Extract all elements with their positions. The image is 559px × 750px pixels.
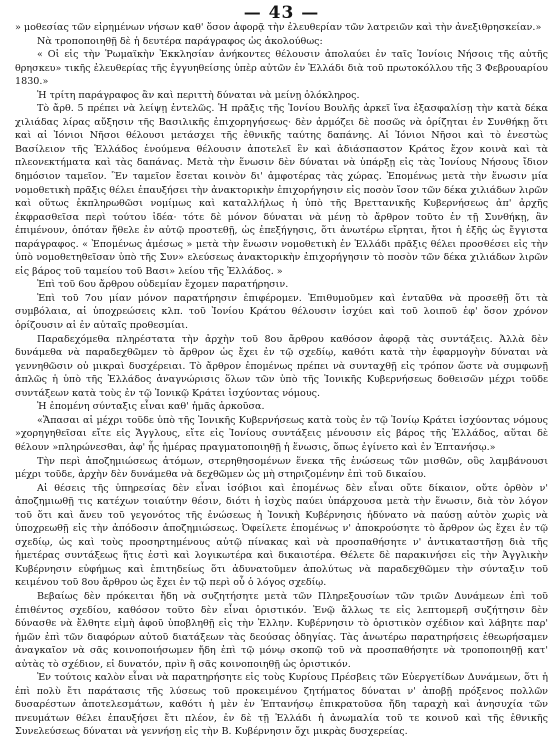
paragraph: «Ἅπασαι αἱ μέχρι τοῦδε ὑπὸ τῆς Ἰονικῆς Κυβερνήσεως κατὰ τοὺς ἐν τῷ Ἰονίῳ Κράτει ἰσχύοντας νόμους »χορηγηθεῖσαι εἴτε εἰς Ἄγγλους, εἴτε εἰς Ἰονίους συντάξεις μένουσιν εἰς βάρος τῆς Ἑλλάδος, αὕται δὲ θέλουν »πληρώνεσθαι, ἀφ' ἧς ἡμέρας πραγματοποιηθῇ ἡ ἕνωσις, ὅπως ἐγίνετο καὶ ἐν Ἑπτανήσῳ.» bbox=[15, 414, 548, 453]
paragraph: Ἡ ἑπομένη σύνταξις εἶναι καθ' ἡμᾶς ἀρκοῦσα. bbox=[37, 401, 265, 413]
page-number: — 43 — bbox=[243, 3, 320, 23]
paragraph: Ἡ τρίτη παράγραφος ἂν καὶ περιττὴ δύναται νὰ μείνῃ ὁλόκληρος. bbox=[37, 89, 360, 101]
paragraph: Παραδεχόμεθα πληρέστατα τὴν ἀρχὴν τοῦ 8ου ἄρθρου καθόσον ἀφορᾷ τὰς συντάξεις. Ἀλλὰ δὲν δυνάμεθα νὰ παραδεχθῶμεν τὸ ἄρθρον ὡς ἔχει ἐν τῷ σχεδίῳ, καθότι κατὰ τὴν ἐφαρμογὴν δύναται νὰ γεννηθῶσιν οὐ μικραὶ δυσχέρειαι. Τὸ ἄρθρον ἐπομένως πρέπει νὰ συνταχθῇ εἰς τρόπον ὥστε νὰ συμφωνῇ ἁπλῶς ἡ ὑπὸ τῆς Ἑλλάδος ἀναγνώρισις ὅλων τῶν ὑπὸ τῆς Ἰονικῆς Κυβερνήσεως δοθεισῶν μέχρι τοῦδε συντάξεων κατὰ τοὺς ἐν τῷ Ἰονικῷ Κράτει ἰσχύοντας νόμους. bbox=[15, 333, 548, 399]
paragraph: Ἐπὶ τοῦ 7ου μίαν μόνον παρατήρησιν ἐπιφέρομεν. Ἐπιθυμοῦμεν καὶ ἐνταῦθα νὰ προσεθῇ ὅτι τὰ συμβόλαια, αἱ ὑποχρεώσεις κλπ. τοῦ Ἰονίου Κράτου θέλουσιν ἰσχύει καὶ τοῦ λοιποῦ ἐφ' ὅσον χρόνον ὁρίζουσιν αἱ ἐν αὐταῖς προθεσμίαι. bbox=[15, 292, 548, 332]
paragraph: Αἱ θέσεις τῆς ὑπηρεσίας δὲν εἶναι ἰσόβιοι καὶ ἐπομένως δὲν εἶναι οὔτε δίκαιον, οὔτε ὀρθὸν ν' ἀποζημιωθῇ τις κατέχων τοιαύτην θέσιν, διότι ἡ ἰσχὺς παύει ὑπάρχουσα μετὰ τὴν ἕνωσιν, διὰ τὸν λόγον τοῦ ὅτι καὶ ἄνευ τοῦ γεγονότος τῆς ἑνώσεως ἡ Ἰονικὴ Κυβέρνησις ἠδύνατο νὰ παύσῃ αὐτὸν χωρὶς νὰ ὑποχρεωθῇ εἰς τὴν ἀπόδοσιν ἀποζημιώσεως. Ὀφείλετε ἐπομένως ν' ἀποκρούσητε τὸ ἄρθρον ὡς ἔχει ἐν τῷ σχεδίῳ, ὡς καὶ τοὺς προσηρτημένους αὐτῷ πίνακας καὶ νὰ προσπαθήσητε ν' ἀντικαταστῆσῃ διὰ τῆς ἡμετέρας συντάξεως ἥτις ἐστὶ καὶ λογικωτέρα καὶ δικαιοτέρα. Θέλετε δὲ παρακινήσει εἰς τὴν Ἀγγλικὴν Κυβέρνησιν εὐφήμως καὶ ἐπιτηδείως ὅτι ἀδυνατοῦμεν ἀπολύτως νὰ παραδεχθῶμεν τὴν σύνταξιν τοῦ κειμένου τοῦ 8ου ἄρθρου ὡς ἔχει ἐν τῷ περὶ οὗ ὁ λόγος σχεδίῳ. bbox=[15, 482, 548, 589]
paragraph: Ἐν τούτοις καλὸν εἶναι νὰ παρατηρήσητε εἰς τοὺς Κυρίους Πρέσβεις τῶν Εὐεργετίδων Δυνάμεων, ὅτι ἡ ἐπὶ πολὺ ἔτι παράτασις τῆς λύσεως τοῦ προκειμένου ζητήματος δύναται ν' ἀποβῇ πρόξενος πολλῶν δυσαρέστων ἀποτελεσμάτων, καθότι ἡ μὲν ἐν Ἑπτανήσῳ ἐπικρατοῦσα ἤδη ταραχὴ καὶ ἀνησυχία τῶν πνευμάτων θέλει ἐπαυξήσει ἔτι πλέον, ἐν δὲ τῇ Ἑλλάδι ἡ ἀνωμαλία τοῦ τε κοινοῦ καὶ τῆς ἐθνικῆς Συνελεύσεως δύναται νὰ γεννήσῃ εἰς τὴν Β. Κυβέρνησιν ὄχι μικρὰς δυσχερείας. bbox=[15, 672, 548, 738]
paragraph: Τὸ ἄρθ. 5 πρέπει νὰ λείψῃ ἐντελῶς. Ἡ πρᾶξις τῆς Ἰονίου Βουλῆς ἀρκεῖ ἵνα ἐξασφαλίσῃ τὴν κατὰ δέκα χιλιάδας λίρας αὔξησιν τῆς Βασιλικῆς ἐπιχορηγήσεως· δὲν ἁρμόζει δὲ ποσῶς νὰ ὁρίζηται ἐν Συνθήκῃ ὅτι καὶ αἱ Ἰόνιοι Νῆσοι θέλουσι μετάσχει τῆς ἐθνικῆς ταύτης δαπάνης. Αἱ Ἰόνιοι Νῆσοι καὶ τὸ ἐνεστὼς Βασίλειον τῆς Ἑλλάδος ἑνούμενα θέλουσιν ἀποτελεῖ ἓν καὶ ἀδιάσπαστον Κράτος ἔχον κοινὰ καὶ τὰ πλεονεκτήματα καὶ τὰς δαπάνας. Μετὰ τὴν ἕνωσιν δὲν δύναται νὰ ὑπάρξῃ εἰς τὰς Ἰονίους Νήσους ἴδιον δημόσιον ταμεῖον. Ἓν ταμεῖον ἔσεται κοινὸν δι' ἀμφοτέρας τὰς χώρας. Ἐπομένως μετὰ τὴν ἕνωσιν μία νομοθετικὴ πρᾶξις θέλει ἐπαυξήσει τὴν ἀνακτορικὴν ἐπιχορήγησιν εἰς ποσὸν ἴσον τῶν δέκα χιλιάδων λιρῶν καὶ οὕτως ἐκπληρωθῶσι νομίμως καὶ καταλλήλως ἡ ὑπὸ τῆς Βρεττανικῆς Κυβερνήσεως ἀπ' ἀρχῆς ἐκφρασθεῖσα περὶ τούτου ἰδέα· τότε δὲ μόνον δύναται νὰ μένῃ τὸ ἄρθρον τοῦτο ἐν τῇ Συνθήκῃ, ἂν ἐπιμένουν, ὁπόταν ἤθελε ἐν αὐτῷ προστεθῇ, ὡς ἐπεξήγησις, ὅτι ἀνωτέρω εἴρηται, ἤτοι ἡ ἑξῆς ὡς ἔγγιστα παράγραφος. « Ἐπομένως ἀμέσως » μετὰ τὴν ἕνωσιν νομοθετικὴ ἐν Ἑλλάδι πρᾶξις θέλει προσθέσει εἰς τὴν ὑπὸ νομοθετηθεῖσαν ὑπὸ τῆς Συν» ελεύσεως ἀνακτορικὴν ἐπιχορήγησιν τὸ ποσὸν τῶν δέκα χιλιάδων λιρῶν εἰς βάρος τοῦ ταμείου τοῦ Βασι» λείου τῆς Ἑλλάδος. » bbox=[15, 103, 548, 277]
document-body bbox=[15, 21, 548, 739]
paragraph: Τὴν περὶ ἀποζημιώσεως ἀτόμων, στερηθησομένων ἕνεκα τῆς ἑνώσεως τῶν μισθῶν, οὓς λαμβάνουσι μέχρι τοῦδε, ἀρχὴν δὲν δυνάμεθα νὰ δεχθῶμεν ὡς μὴ στηριζομένην ἐπὶ τοῦ δικαίου. bbox=[15, 455, 548, 481]
paragraph: » μοθεσίας τῶν εἰρημένων νήσων καθ' ὅσον ἀφορᾷ τὴν ἐλευθερίαν τῶν λατρειῶν καὶ τὴν ἀνεξιθρησκείαν.» bbox=[15, 22, 542, 33]
paragraph: « Οἱ εἰς τὴν Ῥωμαϊκὴν Ἐκκλησίαν ἀνήκοντες θέλουσιν ἀπολαύει ἐν ταῖς Ἰονίοις Νήσοις τῆς αὐτῆς θρησκευ» τικῆς ἐλευθερίας τῆς ἐγγυηθείσης ὑπὲρ αὐτῶν ἐν Ἑλλάδι διὰ τοῦ πρωτοκόλλου τῆς 3 Φεβρουαρίου 1830.» bbox=[15, 49, 548, 88]
paragraph: Νὰ τροποποιηθῇ δὲ ἡ δευτέρα παράγραφος ὡς ἀκολούθως: bbox=[37, 35, 323, 47]
paragraph: Ἐπὶ τοῦ 6ου ἄρθρου οὐδεμίαν ἔχομεν παρατήρησιν. bbox=[37, 279, 289, 291]
paragraph: Βεβαίως δὲν πρόκειται ἤδη νὰ συζητήσητε μετὰ τῶν Πληρεξουσίων τῶν τριῶν Δυνάμεων ἐπὶ τοῦ ἐπιθέντος σχεδίου, καθόσον τοῦτο δὲν εἶναι ὁριστικόν. Ἐνῷ ἄλλως τε εἰς λεπτομερῆ συζήτησιν δὲν δύνασθε νὰ ἔλθητε εἰμὴ ἀφοῦ ὑποβληθῇ εἰς τὴν Ἑλλην. Κυβέρνησιν τὸ ὁριστικὸν σχέδιον καὶ λάβητε παρ' ἡμῶν ἐπὶ τῶν διαφόρων αὐτοῦ διατάξεων τὰς δεούσας ὁδηγίας. Τὰς ἀνωτέρω παρατηρήσεις ἐθεωρήσαμεν ἀναγκαῖον νὰ σᾶς κοινοποιήσωμεν ἤδη ἐπὶ τῷ μόνῳ σκοπῷ τοῦ νὰ προσπαθήσητε νὰ τροποποιηθῇ κατ' αὐτὰς τὸ σχέδιον, εἰ δυνατόν, πρὶν ἢ σᾶς κοινοποιηθῇ ὡς ὁριστικόν. bbox=[15, 590, 548, 670]
